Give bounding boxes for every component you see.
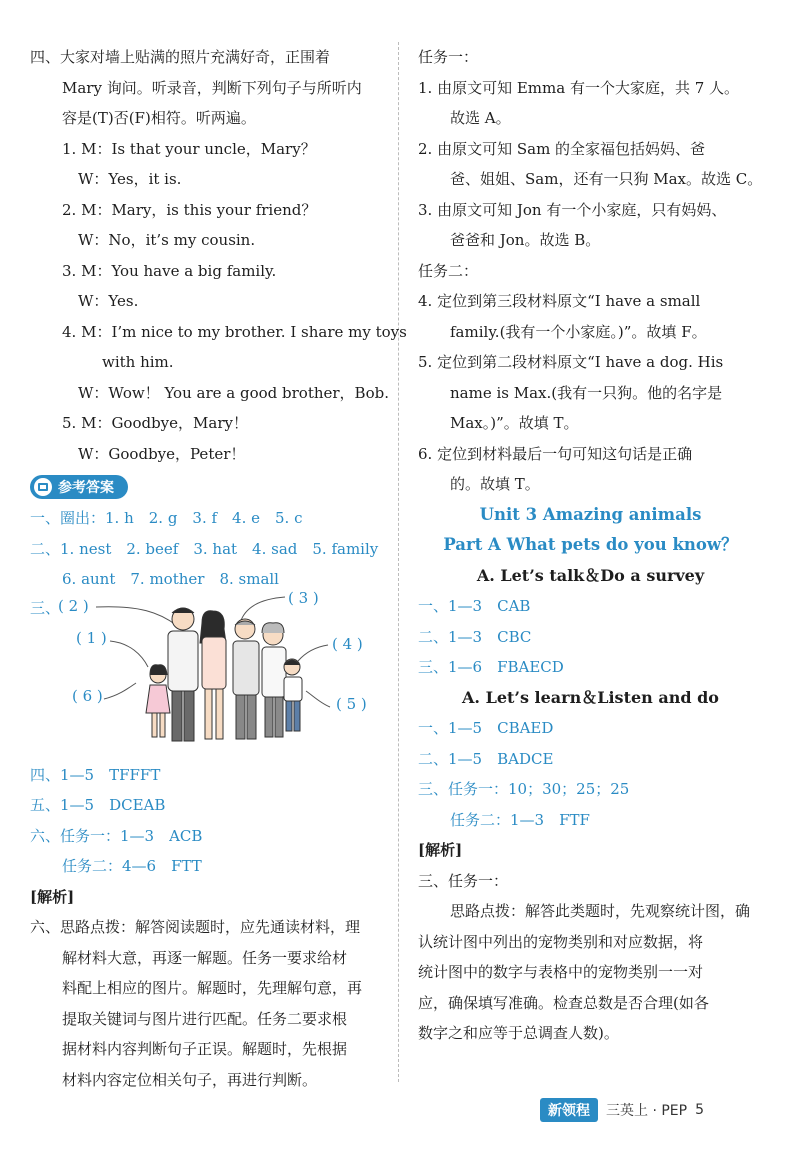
task2-title: 任务二： bbox=[418, 261, 479, 280]
figure-prefix: 三、 bbox=[30, 598, 61, 617]
page-number: 5 bbox=[695, 1102, 705, 1118]
intro-line: 四、大家对墙上贴满的照片充满好奇，正围着 bbox=[30, 48, 331, 66]
dialog-w-line: W：Yes. bbox=[78, 292, 139, 310]
analysis-paragraph bbox=[30, 912, 385, 1095]
left-column bbox=[30, 42, 407, 1095]
task2-line: family.(我有一个小家庭。)”。故填 F。 bbox=[450, 322, 707, 341]
family-figure bbox=[30, 588, 385, 760]
answer-line: 二、1—5 BADCE bbox=[418, 749, 554, 768]
dialog-m-line: 1. M：Is that your uncle，Mary？ bbox=[62, 139, 316, 158]
answer-line: 一、1—5 CBAED bbox=[418, 719, 554, 737]
task1-line: 爸爸和 Jon。故选 B。 bbox=[450, 231, 601, 249]
intro-line: 容是(T)否(F)相符。听两遍。 bbox=[62, 109, 256, 127]
section-title: A. Let’s learn＆Listen and do bbox=[462, 687, 719, 707]
figure-label: ( 4 ) bbox=[332, 634, 363, 653]
dialog-w-line: with him. bbox=[102, 353, 174, 371]
badge-label: 参考答案 bbox=[58, 480, 114, 496]
analysis-line: 认统计图中列出的宠物类别和对应数据，将 bbox=[418, 932, 704, 951]
analysis-subhead: 三、任务一： bbox=[418, 871, 509, 890]
analysis-heading: [解析] bbox=[30, 887, 75, 906]
answer-line: 任务二：4—6 FTT bbox=[62, 857, 202, 875]
analysis-line: 数字之和应等于总调查人数)。 bbox=[418, 1024, 619, 1042]
dialog-w-line: W：Wow！ You are a good brother，Bob. bbox=[78, 383, 389, 402]
answer-line: 任务二：1—3 FTF bbox=[450, 810, 590, 829]
dialog-m-line: 5. M：Goodbye，Mary！ bbox=[62, 414, 248, 432]
answers-block-2 bbox=[30, 760, 385, 882]
answer-key-badge bbox=[30, 475, 128, 499]
analysis-heading: [解析] bbox=[418, 841, 463, 859]
task2-line: Max。)”。故填 T。 bbox=[450, 414, 579, 432]
dialog-w-line: W：No，it’s my cousin. bbox=[78, 231, 256, 249]
answer-line: 二、1—3 CBC bbox=[418, 627, 532, 646]
book-icon bbox=[34, 478, 52, 496]
analysis-line: 应，确保填写准确。检查总数是否合理(如各 bbox=[418, 993, 709, 1012]
task1-line: 故选 A。 bbox=[450, 109, 511, 127]
unit-title: Unit 3 Amazing animals bbox=[479, 504, 702, 524]
analysis-line: 解材料大意，再逐一解题。任务一要求给材 bbox=[62, 948, 348, 967]
figure-label: ( 5 ) bbox=[336, 694, 367, 713]
section1-answers bbox=[418, 591, 763, 683]
answer-line: 6. aunt 7. mother 8. small bbox=[62, 570, 279, 588]
answer-line: 五、1—5 DCEAB bbox=[30, 796, 166, 814]
task2-line: 6. 定位到材料最后一句可知这句话是正确 bbox=[418, 444, 693, 463]
dialog-w-line: W：Yes，it is. bbox=[78, 170, 182, 188]
dialog-w-line: W：Goodbye，Peter！ bbox=[78, 444, 246, 463]
figure-label: ( 6 ) bbox=[72, 686, 103, 705]
column-divider bbox=[398, 42, 399, 1082]
analysis-line: 思路点拨：解答此类题时，先观察统计图，确 bbox=[450, 902, 751, 920]
analysis-line: 六、思路点拨：解答阅读题时，应先通读材料，理 bbox=[30, 918, 361, 936]
task2-line: 的。故填 T。 bbox=[450, 475, 540, 493]
answers-block bbox=[30, 503, 385, 595]
analysis-paragraph bbox=[418, 896, 763, 1049]
dialog-m-line: 2. M：Mary，is this your friend？ bbox=[62, 200, 317, 219]
analysis-line: 提取关键词与图片进行匹配。任务二要求根 bbox=[62, 1009, 348, 1028]
analysis-line: 料配上相应的图片。解题时，先理解句意，再 bbox=[62, 979, 363, 997]
task1-line: 2. 由原文可知 Sam 的全家福包括妈妈、爸 bbox=[418, 139, 706, 158]
dialog-m-line: 3. M：You have a big family. bbox=[62, 261, 277, 280]
figure-label: ( 2 ) bbox=[58, 596, 89, 615]
task1-line: 爸、姐姐、Sam，还有一只狗 Max。故选 C。 bbox=[450, 170, 763, 188]
family-illustration bbox=[30, 595, 385, 760]
right-column bbox=[418, 42, 763, 1049]
task2-line: name is Max.(我有一只狗。他的名字是 bbox=[450, 383, 723, 402]
answer-line: 四、1—5 TFFFT bbox=[30, 765, 161, 784]
dialog-script bbox=[30, 134, 407, 470]
figure-label: ( 3 ) bbox=[288, 588, 319, 607]
answer-line: 六、任务一：1—3 ACB bbox=[30, 826, 203, 845]
analysis-line: 材料内容定位相关句子，再进行判断。 bbox=[62, 1070, 318, 1089]
intro-line: Mary 询问。听录音，判断下列句子与所听内 bbox=[62, 78, 362, 97]
answer-line: 一、圈出：1. h 2. g 3. f 4. e 5. c bbox=[30, 509, 303, 527]
figure-label: ( 1 ) bbox=[76, 628, 107, 647]
part-title: Part A What pets do you know？ bbox=[443, 535, 738, 554]
analysis-line: 统计图中的数字与表格中的宠物类别一一对 bbox=[418, 963, 704, 981]
task1-title: 任务一： bbox=[418, 48, 479, 66]
dialog-m-line: 4. M：I’m nice to my brother. I share my toys bbox=[62, 322, 407, 341]
analysis-line: 据材料内容判断句子正误。解题时，先根据 bbox=[62, 1040, 348, 1058]
task1-line: 1. 由原文可知 Emma 有一个大家庭，共 7 人。 bbox=[418, 78, 740, 97]
page-footer bbox=[540, 1098, 704, 1122]
section2-answers bbox=[418, 713, 763, 835]
task2-line: 4. 定位到第三段材料原文“I have a small bbox=[418, 292, 701, 310]
answer-line: 三、1—6 FBAECD bbox=[418, 658, 564, 676]
question-4-intro bbox=[30, 42, 385, 134]
answer-line: 二、1. nest 2. beef 3. hat 4. sad 5. family bbox=[30, 539, 379, 558]
section-title: A. Let’s talk＆Do a survey bbox=[476, 565, 705, 585]
brand-logo: 新领程 bbox=[540, 1098, 598, 1122]
answer-line: 三、任务一：10；30；25；25 bbox=[418, 780, 630, 798]
footer-text: 三英上 · PEP bbox=[606, 1103, 688, 1119]
task1-line: 3. 由原文可知 Jon 有一个小家庭，只有妈妈、 bbox=[418, 200, 727, 219]
answer-line: 一、1—3 CAB bbox=[418, 597, 531, 615]
task2-line: 5. 定位到第二段材料原文“I have a dog. His bbox=[418, 353, 724, 371]
